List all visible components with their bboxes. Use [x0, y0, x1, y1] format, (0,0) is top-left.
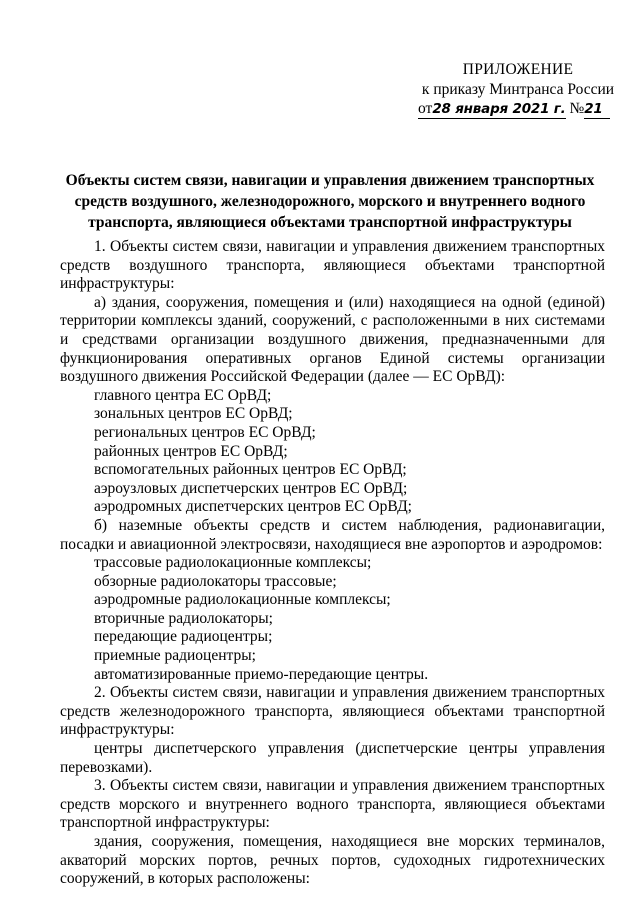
appendix-header [418, 60, 618, 100]
section-2-item: центры диспетчерского управления (диспетчерские центры управления перевозками). [60, 740, 605, 776]
title-line: Объекты систем связи, навигации и управления движением транспортных [65, 172, 595, 189]
title-line: средств воздушного, железнодорожного, морского и внутреннего водного [74, 193, 586, 210]
section-1-item-b: б) наземные объекты средств и систем наблюдения, радионавигации, посадки и авиационной электросвязи, находящиеся вне аэропортов и аэродромов: [60, 516, 605, 553]
section-1-intro: 1. Объекты систем связи, навигации и управления движением транспортных средств воздушного транспорта, являющиеся объектами транспортной инфраструктуры: [60, 238, 605, 293]
order-prefix: от [418, 100, 433, 117]
order-number-handwritten: 21 [584, 101, 610, 119]
list-item: передающие радиоцентры; [94, 628, 273, 646]
list-item: вспомогательных районных центров ЕС ОрВД; [94, 461, 407, 479]
section-1-item-a: а) здания, сооружения, помещения и (или) находящиеся на одной (единой) территории комплексы зданий, сооружений, с расположенными в них системами и средствами организации воздушного движения, предназначенными для функционирования оперативных органов Единой системы организации воздушного движения Российской Федерации (далее — ЕС ОрВД): [60, 293, 605, 386]
appendix-title: ПРИЛОЖЕНИЕ [462, 61, 574, 78]
list-item: автоматизированные приемо-передающие центры. [94, 665, 429, 683]
list-item: зональных центров ЕС ОрВД; [94, 405, 293, 423]
list-item: аэродромные радиолокационные комплексы; [94, 591, 391, 609]
title-line: транспорта, являющиеся объектами транспортной инфраструктуры [88, 214, 572, 231]
order-date-field [418, 100, 566, 119]
section-2-intro: 2. Объекты систем связи, навигации и управления движением транспортных средств железнодорожного транспорта, являющиеся объектами транспортной инфраструктуры: [60, 684, 605, 739]
list-item: главного центра ЕС ОрВД; [94, 386, 272, 404]
list-item: районных центров ЕС ОрВД; [94, 442, 288, 460]
order-reference [418, 100, 610, 119]
list-item: региональных центров ЕС ОрВД; [94, 423, 316, 441]
list-item: аэродромных диспетчерских центров ЕС ОрВД; [94, 498, 412, 516]
document-body [60, 238, 605, 889]
section-3-intro: 3. Объекты систем связи, навигации и управления движением транспортных средств морского и внутреннего водного транспорта, являющиеся объектами транспортной инфраструктуры: [60, 777, 605, 832]
section-3-item: здания, сооружения, помещения, находящиеся вне морских терминалов, акваторий морских портов, речных портов, судоходных гидротехнических сооружений, в которых расположены: [60, 833, 605, 888]
order-date-handwritten: 28 января 2021 г. [432, 101, 566, 117]
document-title [60, 170, 600, 233]
list-item: вторичные радиолокаторы; [94, 609, 273, 627]
list-item: аэроузловых диспетчерских центров ЕС ОрВД; [94, 479, 408, 497]
order-number-label: № [569, 100, 585, 117]
list-item: приемные радиоцентры; [94, 647, 256, 665]
appendix-subtitle: к приказу Минтранса России [421, 81, 615, 98]
list-item: обзорные радиолокаторы трассовые; [94, 572, 337, 590]
list-item: трассовые радиолокационные комплексы; [94, 554, 372, 572]
